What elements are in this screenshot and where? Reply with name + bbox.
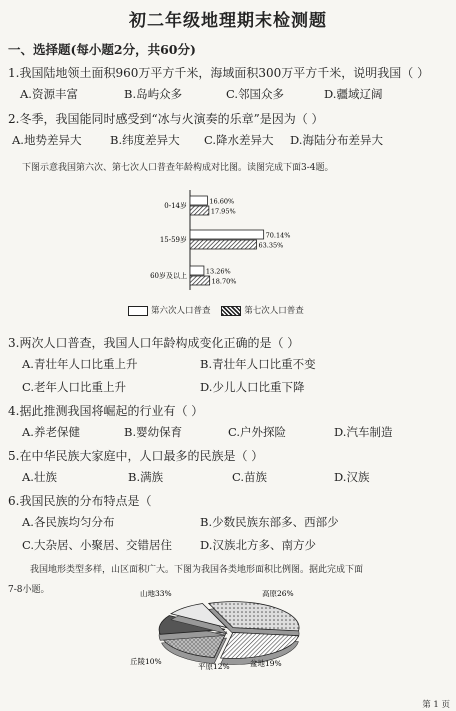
q6-option-d[interactable]: D.汉族北方多、南方少 bbox=[200, 538, 316, 552]
legend-swatch-seventh bbox=[221, 306, 241, 316]
q1-option-c[interactable]: C.邻国众多 bbox=[226, 87, 285, 101]
bar-value-label: 13.26% bbox=[205, 267, 231, 276]
q1-option-a[interactable]: A.资源丰富 bbox=[20, 87, 78, 101]
page-title: 初二年级地理期末检测题 bbox=[129, 11, 327, 31]
bar-seventh-census bbox=[190, 276, 210, 285]
q5-option-d[interactable]: D.汉族 bbox=[334, 470, 370, 484]
q4-option-d[interactable]: D.汽车制造 bbox=[334, 425, 393, 439]
question-1-stem: 1.我国陆地领土面积960万平方千米，海域面积300万平方千米，说明我国（ ） bbox=[8, 66, 430, 80]
bar-value-label: 70.14% bbox=[265, 231, 291, 240]
terrain-pie-chart bbox=[100, 590, 360, 670]
q1-option-d[interactable]: D.疆域辽阔 bbox=[324, 87, 383, 101]
page-number: 第 1 页 bbox=[422, 700, 450, 710]
question-6-stem: 6.我国民族的分布特点是（ bbox=[8, 494, 152, 508]
pie-label: 丘陵10% bbox=[130, 657, 162, 666]
q6-option-b[interactable]: B.少数民族东部多、西部少 bbox=[200, 515, 339, 529]
population-age-chart bbox=[140, 188, 330, 296]
slice-gaoyuan bbox=[221, 632, 299, 658]
q5-option-b[interactable]: B.满族 bbox=[128, 470, 164, 484]
pie-label: 平原12% bbox=[198, 662, 230, 670]
intro-3-4: 下图示意我国第六次、第七次人口普查年龄构成对比图。读图完成下面3-4题。 bbox=[22, 163, 334, 173]
q2-option-a[interactable]: A.地势差异大 bbox=[12, 133, 82, 147]
intro-7-8-line2: 7-8小题。 bbox=[8, 585, 50, 595]
legend-label-seventh: 第七次人口普查 bbox=[244, 306, 304, 316]
pie-label: 高原26% bbox=[262, 590, 294, 598]
q4-option-b[interactable]: B.婴幼保育 bbox=[124, 425, 183, 439]
category-label: 15-59岁 bbox=[159, 236, 187, 244]
q2-option-d[interactable]: D.海陆分布差异大 bbox=[290, 133, 383, 147]
question-3-stem: 3.两次人口普查，我国人口年龄构成变化正确的是（ ） bbox=[8, 336, 300, 350]
bar-value-label: 63.35% bbox=[258, 241, 284, 250]
legend-label-sixth: 第六次人口普查 bbox=[151, 306, 211, 316]
q3-option-c[interactable]: C.老年人口比重上升 bbox=[22, 380, 127, 394]
q5-option-c[interactable]: C.苗族 bbox=[232, 470, 268, 484]
bar-value-label: 16.60% bbox=[209, 197, 235, 206]
question-2-stem: 2.冬季，我国能同时感受到“冰与火演奏的乐章”是因为（ ） bbox=[8, 112, 324, 126]
bar-sixth-census bbox=[190, 196, 207, 205]
q3-option-b[interactable]: B.青壮年人口比重不变 bbox=[200, 357, 316, 371]
q5-option-a[interactable]: A.壮族 bbox=[22, 470, 57, 484]
q1-option-b[interactable]: B.岛屿众多 bbox=[124, 87, 183, 101]
category-label: 0-14岁 bbox=[164, 202, 187, 210]
bar-value-label: 17.95% bbox=[210, 207, 236, 216]
pie-label: 山地33% bbox=[140, 590, 172, 598]
category-label: 60岁及以上 bbox=[150, 272, 187, 280]
q4-option-a[interactable]: A.养老保健 bbox=[22, 425, 80, 439]
q4-option-c[interactable]: C.户外探险 bbox=[228, 425, 287, 439]
intro-7-8-line1: 我国地形类型多样，山区面积广大。下图为我国各类地形面积比例图。据此完成下面 bbox=[30, 565, 364, 575]
q2-option-b[interactable]: B.纬度差异大 bbox=[110, 133, 180, 147]
bar-sixth-census bbox=[190, 230, 264, 239]
question-4-stem: 4.据此推测我国将崛起的行业有（ ） bbox=[8, 404, 204, 418]
q3-option-a[interactable]: A.青壮年人口比重上升 bbox=[22, 357, 138, 371]
bar-seventh-census bbox=[190, 240, 257, 249]
bar-sixth-census bbox=[190, 266, 204, 275]
bar-value-label: 18.70% bbox=[211, 277, 237, 286]
q6-option-a[interactable]: A.各民族均匀分布 bbox=[22, 515, 115, 529]
q3-option-d[interactable]: D.少儿人口比重下降 bbox=[200, 380, 305, 394]
section-heading: 一、选择题(每小题2分，共60分) bbox=[8, 42, 196, 57]
legend-swatch-sixth bbox=[128, 306, 148, 316]
chart-legend bbox=[128, 304, 304, 316]
q2-option-c[interactable]: C.降水差异大 bbox=[204, 133, 274, 147]
bar-seventh-census bbox=[190, 206, 209, 215]
q6-option-c[interactable]: C.大杂居、小聚居、交错居住 bbox=[22, 538, 173, 552]
pie-label: 盆地19% bbox=[250, 659, 282, 668]
question-5-stem: 5.在中华民族大家庭中，人口最多的民族是（ ） bbox=[8, 449, 264, 463]
